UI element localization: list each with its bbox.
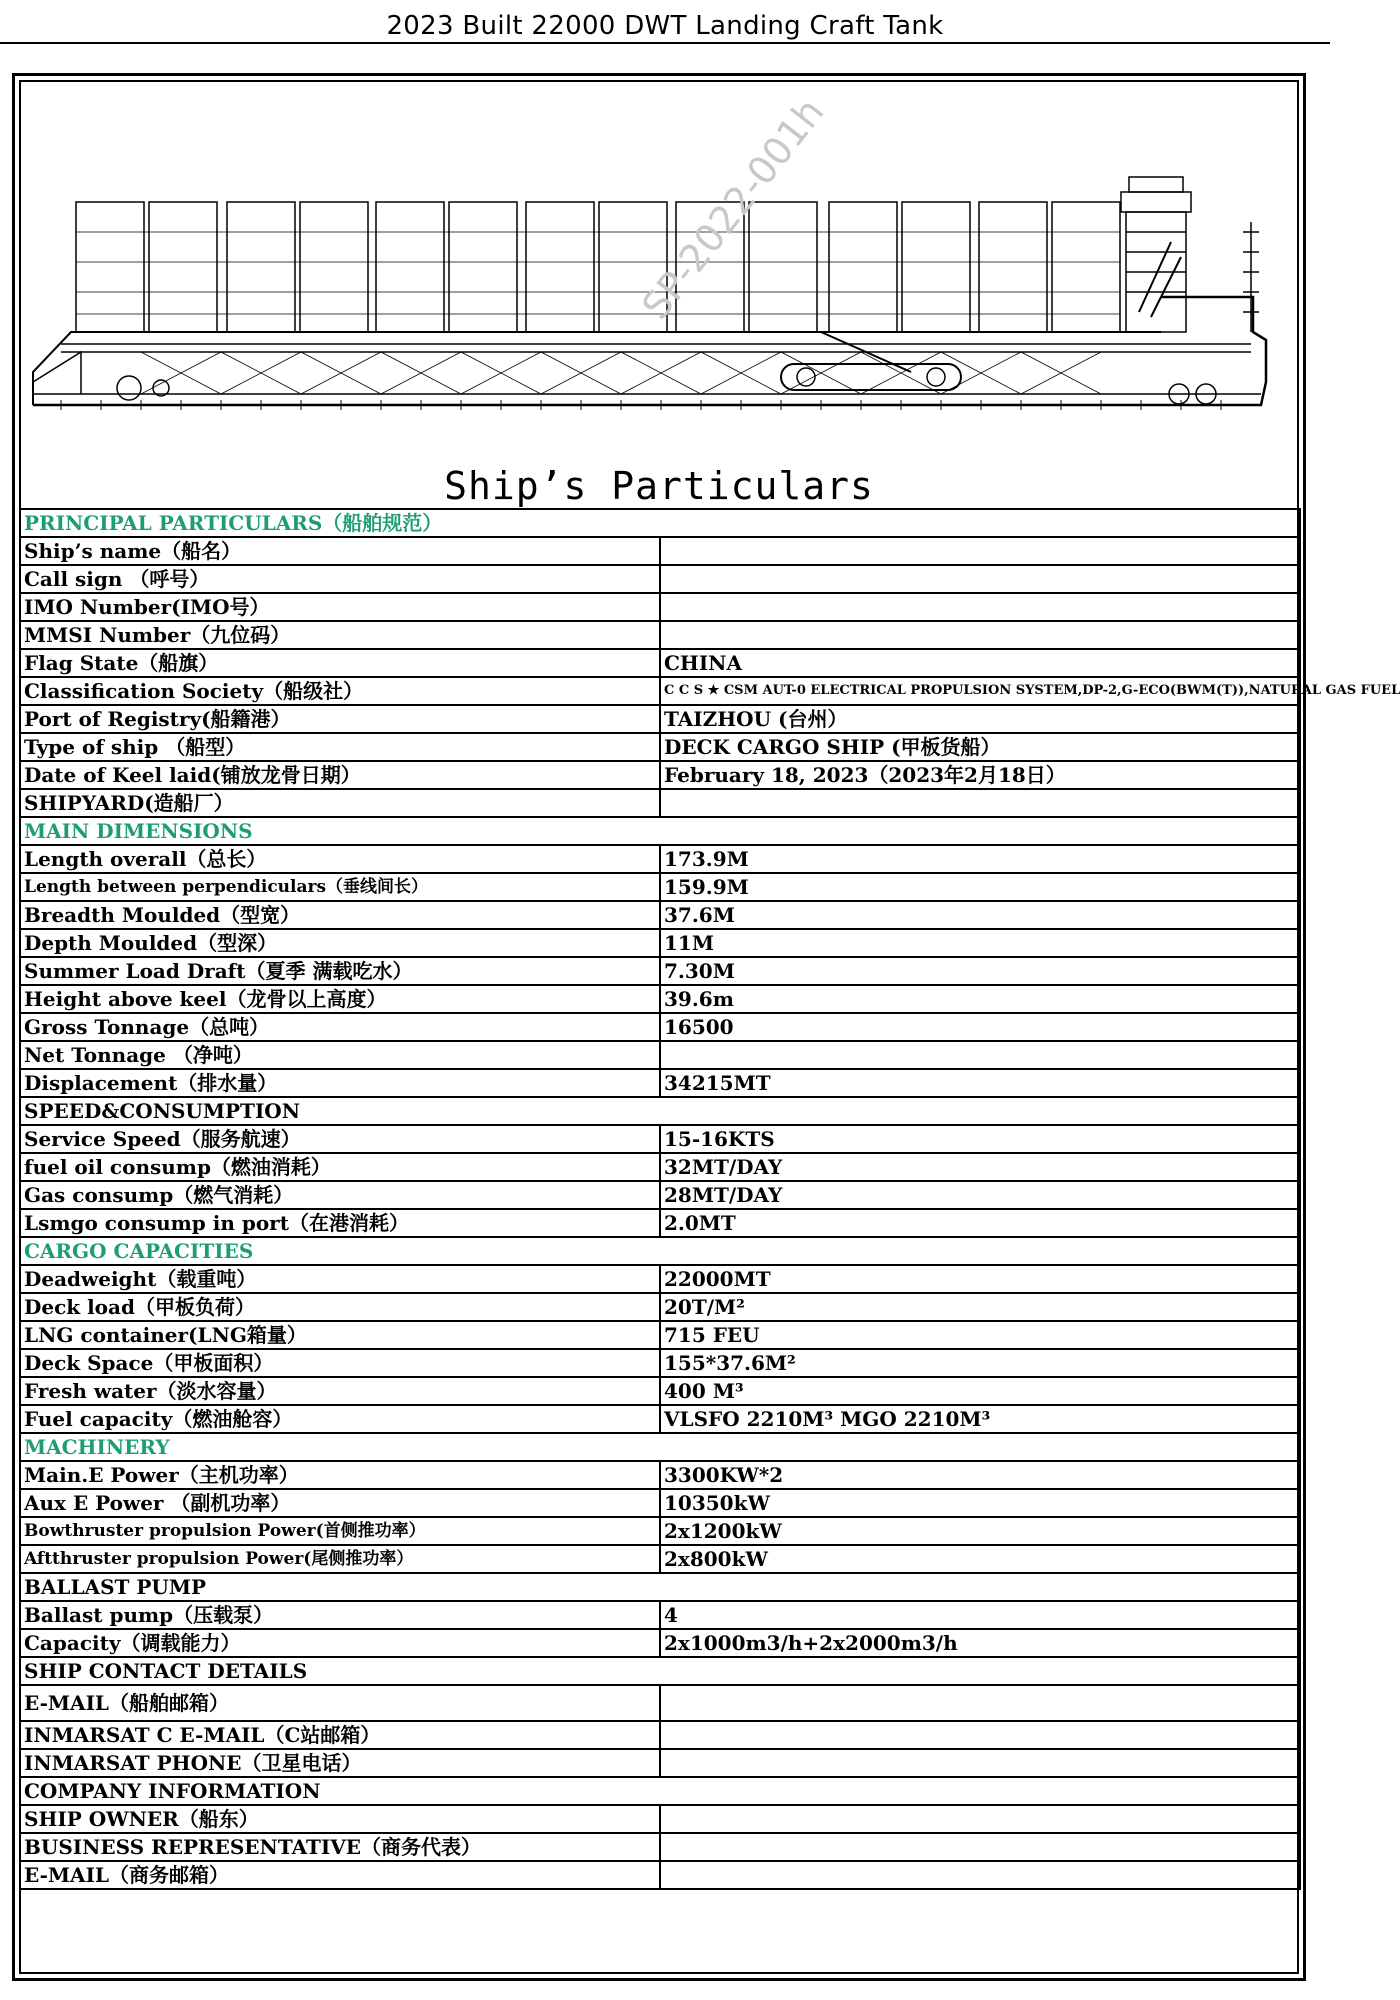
- particular-label: Type of ship （船型）: [20, 733, 660, 761]
- particular-row: [20, 1293, 1300, 1321]
- particular-row: [20, 621, 1300, 649]
- particular-row: [20, 1685, 1300, 1721]
- particular-value: 10350kW: [660, 1489, 1300, 1517]
- particular-value: 32MT/DAY: [660, 1153, 1300, 1181]
- particular-label: Length overall（总长）: [20, 845, 660, 873]
- particular-row: [20, 1377, 1300, 1405]
- particular-label: Displacement（排水量）: [20, 1069, 660, 1097]
- particular-row: [20, 1153, 1300, 1181]
- particular-value: [660, 789, 1300, 817]
- section-title: SHIP CONTACT DETAILS: [20, 1657, 1300, 1685]
- particular-value: 2x1000m3/h+2x2000m3/h: [660, 1629, 1300, 1657]
- particular-value: 2x1200kW: [660, 1517, 1300, 1545]
- particular-row: [20, 537, 1300, 565]
- section-title: PRINCIPAL PARTICULARS（船舶规范）: [20, 509, 1300, 537]
- particular-row: [20, 1721, 1300, 1749]
- particular-value: 155*37.6M²: [660, 1349, 1300, 1377]
- particular-value: [660, 1749, 1300, 1777]
- particular-row: [20, 1749, 1300, 1777]
- section-header-row: [20, 817, 1300, 845]
- particular-label: Capacity（调载能力）: [20, 1629, 660, 1657]
- particular-label: E-MAIL（船舶邮箱）: [20, 1685, 660, 1721]
- particular-row: [20, 1125, 1300, 1153]
- particular-label: Classification Society（船级社）: [20, 677, 660, 705]
- section-header-row: [20, 509, 1300, 537]
- section-title: COMPANY INFORMATION: [20, 1777, 1300, 1805]
- particular-row: [20, 1833, 1300, 1861]
- ship-particulars-table: [19, 508, 1400, 1890]
- particular-value: [660, 1805, 1300, 1833]
- particular-value: [660, 593, 1300, 621]
- particular-value: February 18, 2023（2023年2月18日）: [660, 761, 1300, 789]
- particular-row: [20, 1601, 1300, 1629]
- particular-label: Aftthruster propulsion Power(尾侧推功率）: [20, 1545, 660, 1573]
- particular-row: [20, 1013, 1300, 1041]
- particular-label: Deck load（甲板负荷）: [20, 1293, 660, 1321]
- superstructure: [1121, 177, 1259, 332]
- particular-label: Summer Load Draft（夏季 满载吃水）: [20, 957, 660, 985]
- particular-value: 159.9M: [660, 873, 1300, 901]
- particular-row: [20, 1805, 1300, 1833]
- section-header-row: [20, 1777, 1300, 1805]
- particular-label: Height above keel（龙骨以上高度）: [20, 985, 660, 1013]
- particular-value: C C S ★ CSM AUT-0 ELECTRICAL PROPULSION SYSTEM,DP-2,G-ECO(BWM(T)),NATURAL GAS FUEL: [660, 677, 1300, 705]
- ship-profile-drawing: [21, 82, 1297, 507]
- particular-row: [20, 593, 1300, 621]
- particular-label: Gross Tonnage（总吨）: [20, 1013, 660, 1041]
- particular-label: Length between perpendiculars（垂线间长）: [20, 873, 660, 901]
- particular-row: [20, 1041, 1300, 1069]
- particular-label: Date of Keel laid(铺放龙骨日期）: [20, 761, 660, 789]
- particular-row: [20, 649, 1300, 677]
- particular-value: 34215MT: [660, 1069, 1300, 1097]
- particular-label: Deck Space（甲板面积）: [20, 1349, 660, 1377]
- particular-label: Ballast pump（压载泵）: [20, 1601, 660, 1629]
- sheet-title: Ship’s Particulars: [444, 464, 874, 508]
- particular-value: 39.6m: [660, 985, 1300, 1013]
- particular-label: Breadth Moulded（型宽）: [20, 901, 660, 929]
- particular-label: Deadweight（载重吨）: [20, 1265, 660, 1293]
- particular-value: DECK CARGO SHIP (甲板货船）: [660, 733, 1300, 761]
- section-header-row: [20, 1573, 1300, 1601]
- particular-label: INMARSAT C E-MAIL（C站邮箱）: [20, 1721, 660, 1749]
- particular-value: 715 FEU: [660, 1321, 1300, 1349]
- particular-row: [20, 873, 1300, 901]
- particular-label: Bowthruster propulsion Power(首侧推功率）: [20, 1517, 660, 1545]
- section-title: MAIN DIMENSIONS: [20, 817, 1300, 845]
- particular-row: [20, 985, 1300, 1013]
- particular-value: 37.6M: [660, 901, 1300, 929]
- particular-value: 7.30M: [660, 957, 1300, 985]
- particular-value: 11M: [660, 929, 1300, 957]
- particular-value: 28MT/DAY: [660, 1181, 1300, 1209]
- particular-label: Fuel capacity（燃油舱容）: [20, 1405, 660, 1433]
- particular-value: CHINA: [660, 649, 1300, 677]
- particular-row: [20, 705, 1300, 733]
- particular-value: 16500: [660, 1013, 1300, 1041]
- particular-label: SHIPYARD(造船厂）: [20, 789, 660, 817]
- particular-value: [660, 537, 1300, 565]
- particular-row: [20, 733, 1300, 761]
- particular-value: [660, 1721, 1300, 1749]
- particular-label: Net Tonnage （净吨）: [20, 1041, 660, 1069]
- particular-value: [660, 1685, 1300, 1721]
- particular-row: [20, 565, 1300, 593]
- particular-value: [660, 1861, 1300, 1889]
- particular-row: [20, 1349, 1300, 1377]
- particular-label: Main.E Power（主机功率）: [20, 1461, 660, 1489]
- particular-value: 2.0MT: [660, 1209, 1300, 1237]
- drawing-watermark: SP-2022-001h: [633, 90, 833, 328]
- particular-row: [20, 929, 1300, 957]
- particular-label: LNG container(LNG箱量）: [20, 1321, 660, 1349]
- particular-label: E-MAIL（商务邮箱）: [20, 1861, 660, 1889]
- particular-row: [20, 1181, 1300, 1209]
- particular-row: [20, 1861, 1300, 1889]
- particular-label: INMARSAT PHONE（卫星电话）: [20, 1749, 660, 1777]
- particular-row: [20, 845, 1300, 873]
- section-title: SPEED&CONSUMPTION: [20, 1097, 1300, 1125]
- particular-label: Flag State（船旗）: [20, 649, 660, 677]
- particular-row: [20, 1265, 1300, 1293]
- particular-row: [20, 1489, 1300, 1517]
- particular-value: 20T/M²: [660, 1293, 1300, 1321]
- container-stacks: [76, 202, 1120, 332]
- particular-label: Aux E Power （副机功率）: [20, 1489, 660, 1517]
- particular-value: [660, 565, 1300, 593]
- particular-value: [660, 1041, 1300, 1069]
- particular-row: [20, 1517, 1300, 1545]
- particular-value: 15-16KTS: [660, 1125, 1300, 1153]
- particular-row: [20, 901, 1300, 929]
- particular-row: [20, 1321, 1300, 1349]
- particular-label: SHIP OWNER（船东）: [20, 1805, 660, 1833]
- particular-label: Ship’s name（船名）: [20, 537, 660, 565]
- section-title: BALLAST PUMP: [20, 1573, 1300, 1601]
- section-header-row: [20, 1657, 1300, 1685]
- particular-row: [20, 677, 1300, 705]
- particular-value: 2x800kW: [660, 1545, 1300, 1573]
- particular-label: Depth Moulded（型深）: [20, 929, 660, 957]
- particular-row: [20, 1461, 1300, 1489]
- particular-label: Fresh water（淡水容量）: [20, 1377, 660, 1405]
- particular-row: [20, 1069, 1300, 1097]
- particular-label: MMSI Number（九位码）: [20, 621, 660, 649]
- page-header: [0, 0, 1330, 44]
- page-title: 2023 Built 22000 DWT Landing Craft Tank: [386, 11, 944, 41]
- particular-label: fuel oil consump（燃油消耗）: [20, 1153, 660, 1181]
- particular-value: TAIZHOU (台州）: [660, 705, 1300, 733]
- particular-row: [20, 1545, 1300, 1573]
- particular-value: [660, 621, 1300, 649]
- particular-value: 173.9M: [660, 845, 1300, 873]
- section-title: CARGO CAPACITIES: [20, 1237, 1300, 1265]
- particular-value: [660, 1833, 1300, 1861]
- particular-value: 4: [660, 1601, 1300, 1629]
- particular-value: VLSFO 2210M³ MGO 2210M³: [660, 1405, 1300, 1433]
- particular-value: 400 M³: [660, 1377, 1300, 1405]
- section-header-row: [20, 1237, 1300, 1265]
- particular-row: [20, 1209, 1300, 1237]
- particular-row: [20, 957, 1300, 985]
- particular-label: Port of Registry(船籍港）: [20, 705, 660, 733]
- particular-label: Service Speed（服务航速）: [20, 1125, 660, 1153]
- particular-row: [20, 761, 1300, 789]
- particular-label: Lsmgo consump in port（在港消耗）: [20, 1209, 660, 1237]
- particular-row: [20, 1629, 1300, 1657]
- section-header-row: [20, 1097, 1300, 1125]
- particular-label: Gas consump（燃气消耗）: [20, 1181, 660, 1209]
- particular-label: BUSINESS REPRESENTATIVE（商务代表）: [20, 1833, 660, 1861]
- particular-row: [20, 1405, 1300, 1433]
- section-title: MACHINERY: [20, 1433, 1300, 1461]
- particular-label: IMO Number(IMO号）: [20, 593, 660, 621]
- particular-label: Call sign （呼号）: [20, 565, 660, 593]
- particular-value: 22000MT: [660, 1265, 1300, 1293]
- particular-value: 3300KW*2: [660, 1461, 1300, 1489]
- section-header-row: [20, 1433, 1300, 1461]
- particular-row: [20, 789, 1300, 817]
